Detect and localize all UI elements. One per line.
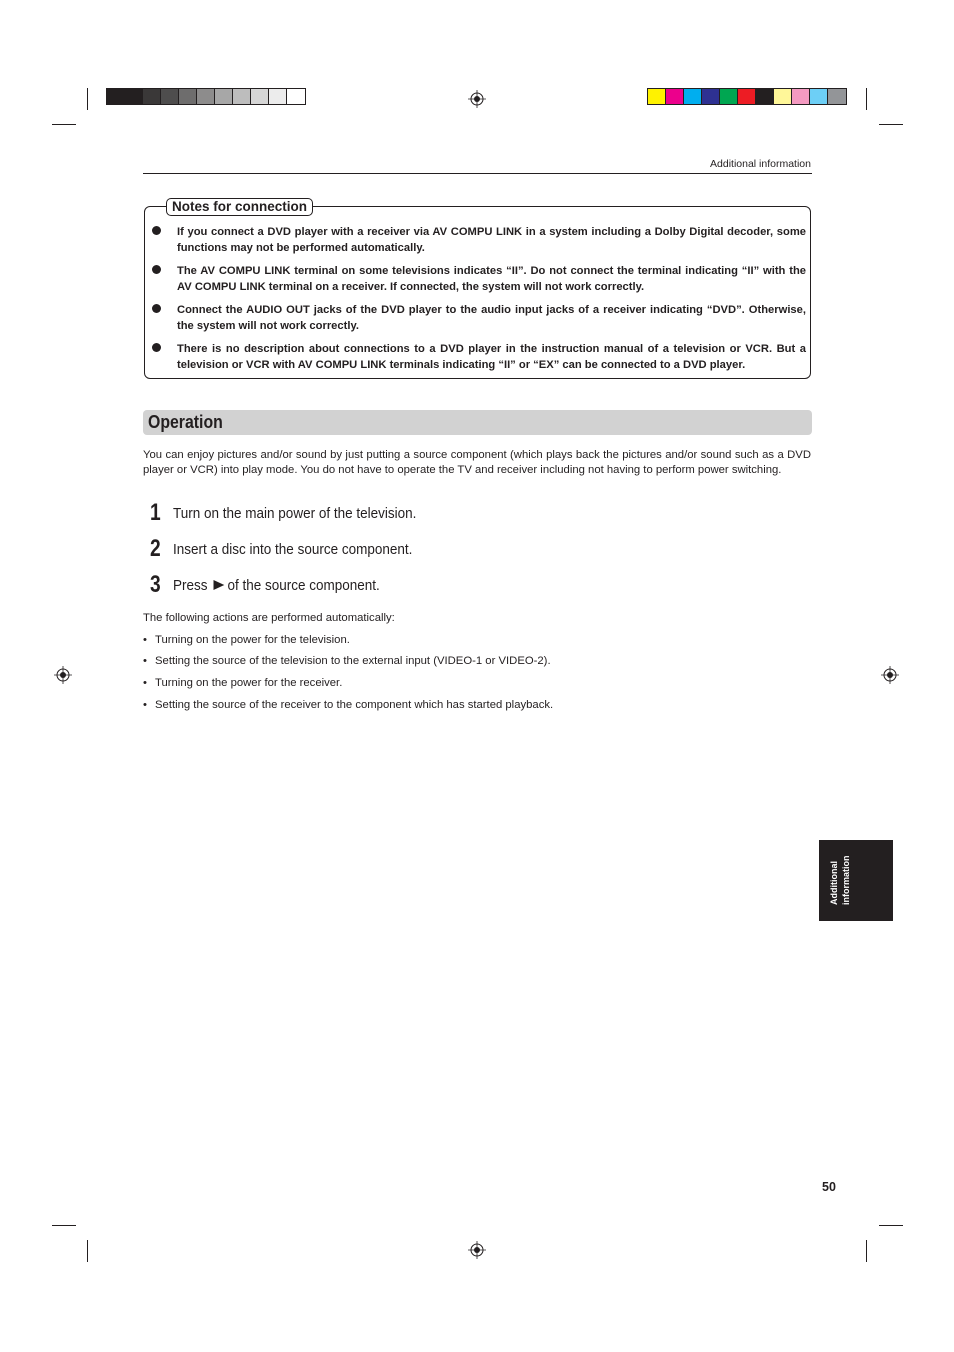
color-swatch [666,89,684,104]
section-title: Operation [148,412,223,432]
step-number: 1 [150,499,161,526]
crop-mark [866,88,867,110]
color-swatch [828,89,846,104]
running-head: Additional information [710,158,811,170]
color-swatch [810,89,828,104]
note-text: The AV COMPU LINK terminal on some televisions indicates “II”. Do not connect the terminal indicating “II” with the AV COMPU LINK terminal on a receiver. If connected, the system will not work correctly. [177,265,806,293]
color-swatch [702,89,720,104]
side-tab-line2: information [841,855,851,905]
crop-mark [879,1225,903,1226]
color-swatch [774,89,792,104]
color-swatch [738,89,756,104]
bullet-dot-icon [152,304,161,313]
note-text: If you connect a DVD player with a receiver via AV COMPU LINK in a system including a Dolby Digital decoder, some functions may not be performed automatically. [177,226,806,254]
list-item [143,677,342,689]
crop-mark [879,124,903,125]
step-text [173,577,380,595]
registration-mark-icon [468,90,486,108]
page-number: 50 [822,1180,836,1194]
step-text-after: of the source component. [227,577,380,594]
color-swatch [125,89,143,104]
note-item [150,225,806,256]
list-item-text: Setting the source of the television to the external input (VIDEO-1 or VIDEO-2). [155,655,551,667]
step-text: Turn on the main power of the television. [173,505,417,522]
list-item-text: Turning on the power for the receiver. [155,677,343,689]
intro-paragraph: You can enjoy pictures and/or sound by just putting a source component (which plays back the pictures and/or sound such as a DVD player or VCR) into play mode. You do not have to operate the TV and receiver including not having to perform power switching. [143,449,811,476]
header-rule [143,173,812,174]
step-text-before: Press [173,577,208,594]
crop-mark [866,1240,867,1262]
list-item-text: Turning on the power for the television. [155,634,350,646]
bullet-char: • [143,634,147,646]
crop-mark [52,124,76,125]
note-item [150,264,806,295]
bullet-char: • [143,699,147,711]
list-item-text: Setting the source of the receiver to the component which has started playback. [155,699,554,711]
color-swatch [684,89,702,104]
registration-mark-icon [54,666,72,684]
step-text: Insert a disc into the source component. [173,541,413,558]
crop-mark [52,1225,76,1226]
registration-mark-icon [881,666,899,684]
registration-mark-icon [468,1241,486,1259]
color-swatch [756,89,774,104]
crop-mark [87,88,88,110]
bullet-dot-icon [152,265,161,274]
color-swatch [197,89,215,104]
note-item [150,303,806,334]
color-swatch [179,89,197,104]
color-swatch [720,89,738,104]
note-text: There is no description about connections to a DVD player in the instruction manual of a television or VCR. But a television or VCR with AV COMPU LINK terminals indicating “II” or “EX” can be connected to a DVD player. [177,343,806,371]
color-swatch [287,89,305,104]
section-heading-bar [143,410,812,435]
color-swatch [648,89,666,104]
list-item [143,699,553,711]
bullet-char: • [143,655,147,667]
side-tab-line1: Additional [829,861,839,905]
list-item [143,655,551,667]
process-color-bar [647,88,847,105]
list-item [143,634,350,646]
bullet-dot-icon [152,226,161,235]
color-swatch [143,89,161,104]
note-item [150,342,806,373]
note-text: Connect the AUDIO OUT jacks of the DVD player to the audio input jacks of a receiver indicating “DVD”. Otherwise, the system will not work correctly. [177,304,806,332]
side-index-tab-label [828,845,852,905]
color-swatch [792,89,810,104]
crop-mark [87,1240,88,1262]
color-swatch [161,89,179,104]
bullet-dot-icon [152,343,161,352]
grayscale-color-bar [106,88,306,105]
notes-title: Notes for connection [166,198,313,216]
color-swatch [215,89,233,104]
followup-text: The following actions are performed automatically: [143,612,395,624]
bullet-char: • [143,677,147,689]
color-swatch [233,89,251,104]
color-swatch [269,89,287,104]
step-number: 3 [150,571,161,598]
play-icon [213,580,224,590]
step-number: 2 [150,535,161,562]
color-swatch [251,89,269,104]
color-swatch [107,89,125,104]
